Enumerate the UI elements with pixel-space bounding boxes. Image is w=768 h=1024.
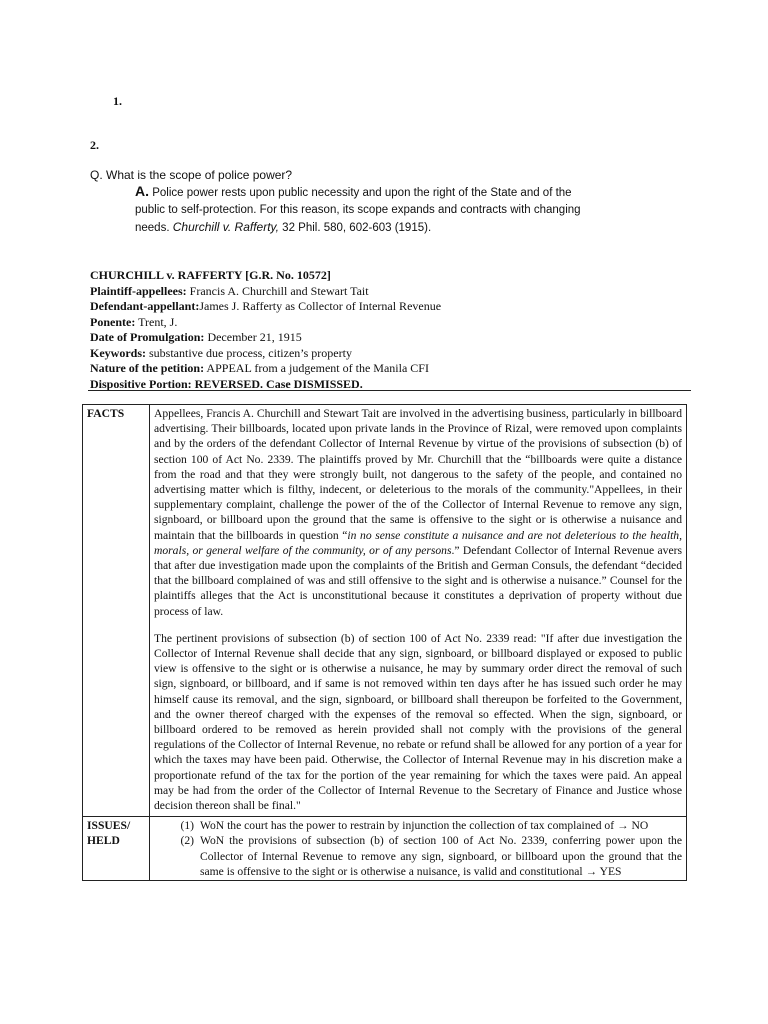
case-metadata <box>90 268 690 392</box>
answer-marker: A. <box>135 183 149 199</box>
facts-label: FACTS <box>83 405 150 817</box>
answer-text: Police power rests upon public necessity and upon the right of the State and of the public to self-protection. For this reason, its scope expands and contracts with changing needs. <box>135 187 581 234</box>
divider-line <box>88 390 691 391</box>
question-text: Q. What is the scope of police power? <box>90 168 293 182</box>
case-title: CHURCHILL v. RAFFERTY [G.R. No. 10572] <box>90 268 331 282</box>
list-number-1: 1. <box>113 94 122 108</box>
table-row-issues <box>83 817 687 881</box>
meta-defendant: Defendant-appellant:James J. Rafferty as Collector of Internal Revenue <box>90 299 442 313</box>
meta-nature: Nature of the petition: APPEAL from a judgement of the Manila CFI <box>90 361 429 375</box>
issue-item-1: (1) WoN the court has the power to restrain by injunction the collection of tax complained of → NO <box>180 819 649 833</box>
issue-item-2: (2) WoN the provisions of subsection (b) of section 100 of Act No. 2339, conferring power upon the Collector of Internal Revenue to remove any sign, signboard, or billboard upon the ground that the same is offensive to the sight or is otherwise a nuisance, is valid and constitutional → YES <box>180 834 682 878</box>
meta-keywords: Keywords: substantive due process, citizen’s property <box>90 345 352 360</box>
answer-citation-ref: 32 Phil. 580, 602-603 (1915). <box>278 222 432 234</box>
meta-date: Date of Promulgation: December 21, 1915 <box>90 330 302 344</box>
meta-ponente: Ponente: Trent, J. <box>90 314 178 329</box>
facts-paragraph-2: The pertinent provisions of subsection (b) of section 100 of Act No. 2339 read: "If after due investigation the Collector of Internal Revenue shall decide that any sign, signboard, or billboard displayed or exposed to public view is offensive to the sight or is otherwise a nuisance, he may by summary order direct the removal of such sign, signboard, or billboard, and if same is not removed within ten days after he has issued such order he may himself cause its removal, and the sign, signboard, or billboard shall thereupon be forfeited to the Government, and the owner thereof charged with the expenses of the removal so effected. When the sign, signboard, or billboard ordered to be removed as herein provided shall not comply with the provisions of the general regulations of the Collector of Internal Revenue, no rebate or refund shall be allowed for any portion of a year for which the taxes may have been paid. Otherwise, the Collector of Internal Revenue may in his discretion make a proportionate refund of the tax for the portion of the year remaining for which the taxes were paid. An appeal may be had from the order of the Collector of Internal Revenue to the Secretary of Finance and Justice whose decision thereon shall be final." <box>154 631 682 813</box>
answer-block <box>135 183 590 237</box>
issues-body <box>150 817 687 881</box>
meta-dispositive: Dispositive Portion: REVERSED. Case DISMISSED. <box>90 376 363 391</box>
answer-citation-case: Churchill v. Rafferty, <box>172 220 279 234</box>
facts-paragraph-1: Appellees, Francis A. Churchill and Stewart Tait are involved in the advertising business, particularly in billboard advertising. Their billboards, located upon private lands in the Province of Rizal, were removed upon complaints and by the orders of the defendant Collector of Internal Revenue by virtue of the provisions of subsection (b) of section 100 of Act No. 2339. The plaintiffs proved by Mr. Churchill that the “billboards were quite a distance from the road and that they were strongly built, not dangerous to the safety of the people, and contained no advertising matter which is filthy, indecent, or deleterious to the morals of the community."Appellees, in their supplementary complaint, challenge the power of the of the Collector of Internal Revenue to remove any sign, signboard, or billboard upon the ground that the same is offensive to the sight or is otherwise a nuisance and maintain that the billboards in question “in no sense constitute a nuisance and are not deleterious to the health, morals, or general welfare of the community, or of any persons.” Defendant Collector of Internal Revenue avers that after due investigation made upon the complaints of the British and German Consuls, the defendant “decided that the billboard complained of was and still offensive to the sight and is otherwise a nuisance.” Counsel for the plaintiffs alleges that the Act is unconstitutional because it constitutes a deprivation of property without due process of law. <box>154 407 682 618</box>
issues-label: ISSUES/ HELD <box>83 817 150 881</box>
table-row-facts <box>83 405 687 817</box>
meta-plaintiff: Plaintiff-appellees: Francis A. Churchill and Stewart Tait <box>90 283 369 298</box>
case-digest-table <box>82 404 687 881</box>
list-number-2: 2. <box>90 138 99 152</box>
facts-body <box>150 405 687 817</box>
